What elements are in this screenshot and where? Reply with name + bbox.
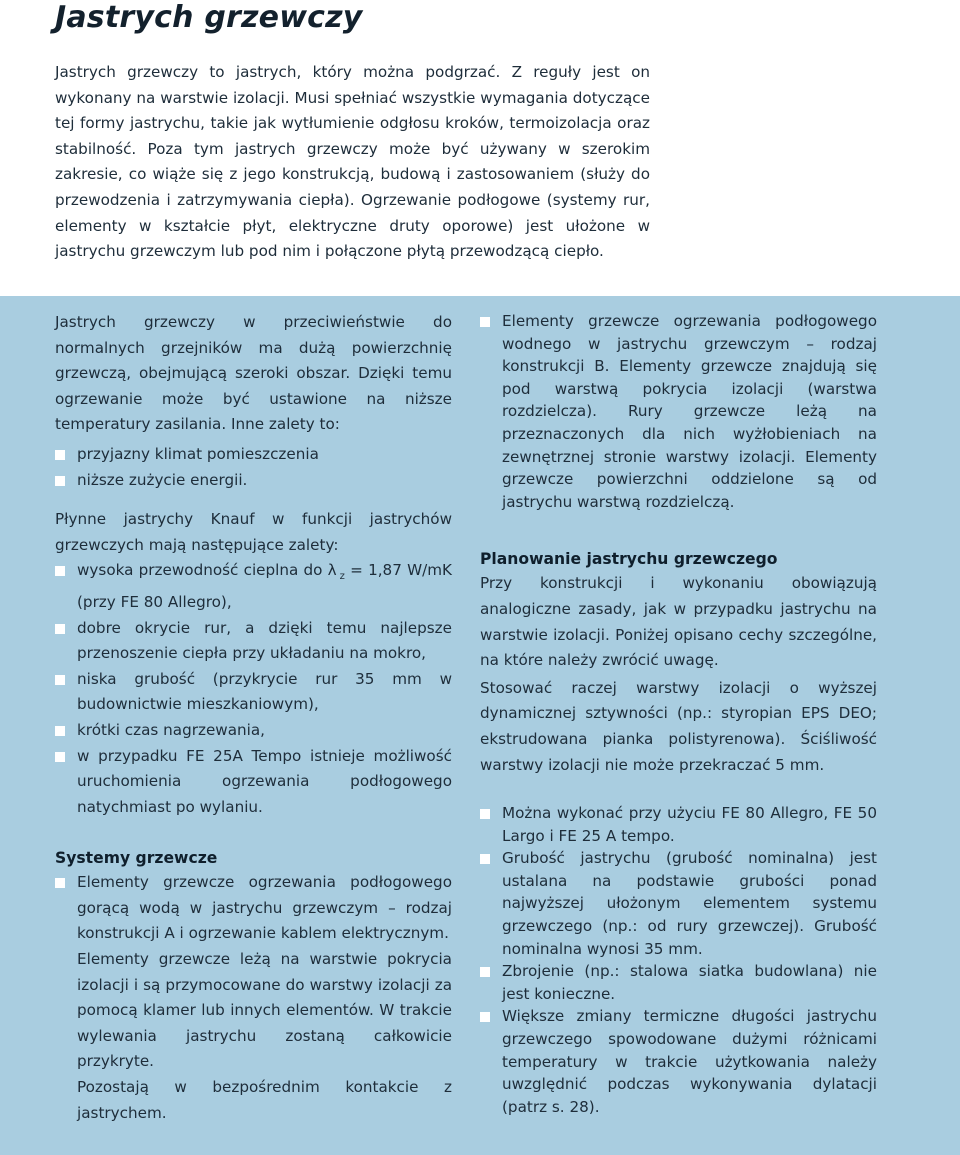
list-item: dobre okrycie rur, a dzięki temu najlepsze przenoszenie ciepła przy układaniu na mokro, [55, 616, 452, 667]
list-item: niska grubość (przykrycie rur 35 mm w budownictwie mieszkaniowym), [55, 667, 452, 718]
systems-continuation-2: Pozostają w bezpośrednim kontakcie z jastrychem. [77, 1078, 452, 1122]
list-item: Większe zmiany termiczne długości jastrychu grzewczego spowodowane dużymi różnicami temperatury w trakcie użytkowania należy uwzględnić podczas wykonywania dylatacji (patrz s. 28). [480, 1005, 877, 1118]
list-item: Można wykonać przy użyciu FE 80 Allegro, FE 50 Largo i FE 25 A tempo. [480, 802, 877, 847]
list-item: niższe zużycie energii. [55, 468, 452, 494]
left-column [55, 310, 452, 1126]
type-b-list [480, 310, 877, 513]
square-bullet-icon [55, 675, 65, 685]
page-title: Jastrych grzewczy [55, 0, 363, 35]
right-column [480, 310, 877, 1118]
systems-heading: Systemy grzewcze [55, 849, 218, 868]
intro-paragraph: Jastrych grzewczy to jastrych, który można podgrzać. Z reguły jest on wykonany na warstwie izolacji. Musi spełniać wszystkie wymagania dotyczące tej formy jastrychu, takie jak wytłumienie odgłosu kroków, termoizolacja oraz stabilność. Poza tym jastrych grzewczy może być używany w szerokim zakresie, co wiąże się z jego konstrukcją, budową i zastosowaniem (służy do przewodzenia i zatrzymywania ciepła). Ogrzewanie podłogowe (systemy rur, elementy w kształcie płyt, elektryczne druty oporowe) jest ułożone w jastrychu grzewczym lub pod nim i połączone płytą przewodzącą ciepło. [55, 63, 650, 261]
knauf-advantages-list [55, 558, 452, 820]
square-bullet-icon [55, 878, 65, 888]
list-item: Grubość jastrychu (grubość nominalna) jest ustalana na podstawie grubości ponad najwyższej ułożonym elementem systemu grzewczego (np.: od rury grzewczej). Grubość nominalna wynosi 35 mm. [480, 847, 877, 960]
planning-heading: Planowanie jastrychu grzewczego [480, 550, 778, 569]
square-bullet-icon [480, 809, 490, 819]
knauf-intro: Płynne jastrychy Knauf w funkcji jastrychów grzewczych mają następujące zalety: [55, 510, 452, 554]
square-bullet-icon [55, 476, 65, 486]
systems-list [55, 870, 452, 947]
square-bullet-icon [55, 752, 65, 762]
square-bullet-icon [480, 854, 490, 864]
square-bullet-icon [480, 1012, 490, 1022]
square-bullet-icon [55, 624, 65, 634]
planning-paragraph: Przy konstrukcji i wykonaniu obowiązują analogiczne zasady, jak w przypadku jastrychu na warstwie izolacji. Poniżej opisano cechy szczególne, na które należy zwrócić uwagę. [480, 574, 877, 670]
list-item: krótki czas nagrzewania, [55, 718, 452, 744]
square-bullet-icon [480, 967, 490, 977]
list-item: Zbrojenie (np.: stalowa siatka budowlana) nie jest konieczne. [480, 960, 877, 1005]
list-item: Elementy grzewcze ogrzewania podłogowego gorącą wodą w jastrychu grzewczym – rodzaj konstrukcji A i ogrzewanie kablem elektrycznym. [55, 870, 452, 947]
square-bullet-icon [55, 726, 65, 736]
list-item: wysoka przewodność cieplna do λ $_z$ = 1,87 W/mK (przy FE 80 Allegro), [55, 558, 452, 615]
planning-paragraph-2: Stosować raczej warstwy izolacji o wyższej dynamicznej sztywności (np.: styropian EPS DEO; ekstrudowana pianka polistyrenowa). Ściśliwość warstwy izolacji nie może przekraczać 5 mm. [480, 678, 877, 774]
list-item: w przypadku FE 25A Tempo istnieje możliwość uruchomienia ogrzewania podłogowego natychmiast po wylaniu. [55, 744, 452, 821]
advantages-list [55, 442, 452, 493]
systems-continuation: Elementy grzewcze leżą na warstwie pokrycia izolacji i są przymocowane do warstwy izolacji za pomocą klamer lub innych elementów. W trakcie wylewania jastrychu zostaną całkowicie przykryte. [77, 950, 452, 1071]
list-item: Elementy grzewcze ogrzewania podłogowego wodnego w jastrychu grzewczym – rodzaj konstrukcji B. Elementy grzewcze znajdują się pod warstwą pokrycia izolacji (warstwa rozdzielcza). Rury grzewcze leżą na przeznaczonych dla nich wyżłobieniach na zewnętrznej stronie warstwy izolacji. Elementy grzewcze powierzchni oddzielone są od jastrychu warstwą rozdzielczą. [480, 310, 877, 513]
planning-list [480, 802, 877, 1118]
advantages-intro: Jastrych grzewczy w przeciwieństwie do normalnych grzejników ma dużą powierzchnię grzewczą, obejmującą szeroki obszar. Dzięki temu ogrzewanie może być ustawione na niższe temperatury zasilania. Inne zalety to: [55, 313, 452, 434]
list-item: przyjazny klimat pomieszczenia [55, 442, 452, 468]
square-bullet-icon [480, 317, 490, 327]
square-bullet-icon [55, 450, 65, 460]
square-bullet-icon [55, 566, 65, 576]
